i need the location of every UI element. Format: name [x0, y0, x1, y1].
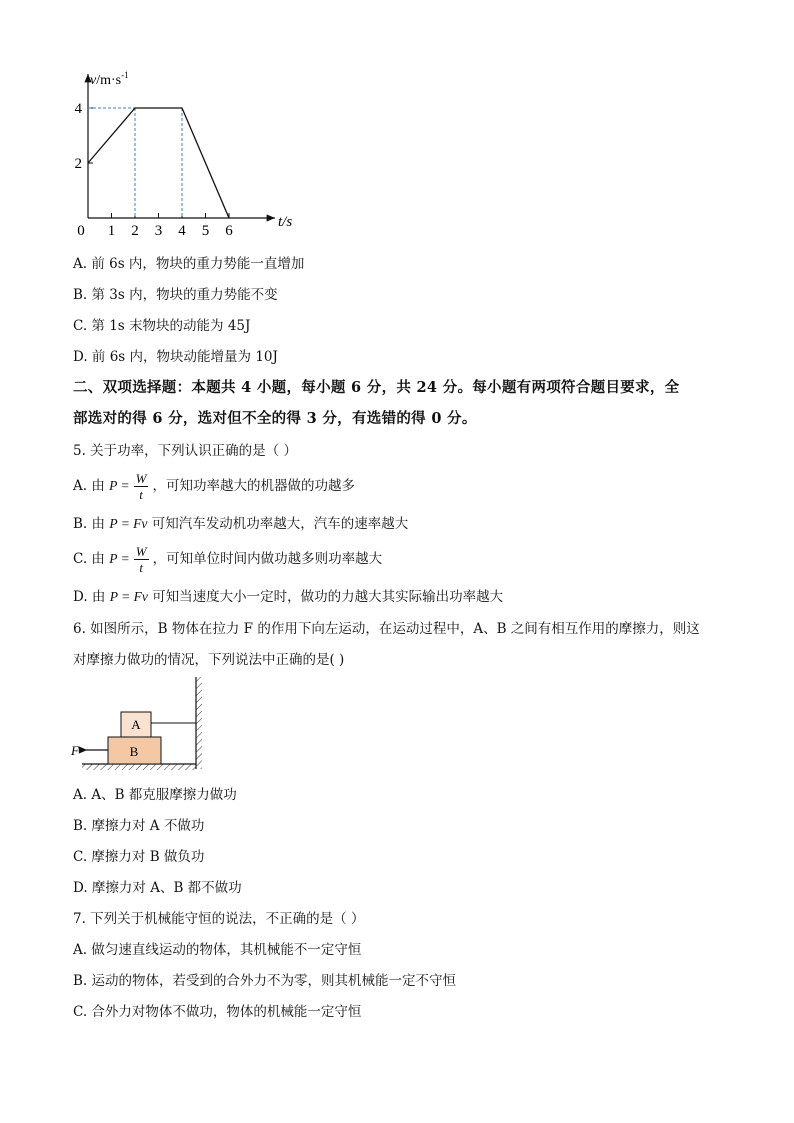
x-tick-label: 6 — [225, 223, 233, 238]
guide-lines — [88, 108, 182, 218]
q5-option-b: B. 由 P = Fv 可知汽车发动机功率越大，汽车的速率越大 — [73, 516, 409, 532]
q5-a-suffix: ，可知功率越大的机器做的功越多 — [152, 478, 355, 494]
x-tick-label: 1 — [107, 223, 116, 238]
x-tick-label: 5 — [201, 223, 210, 238]
q4-option-d: D. 前 6s 内，物块动能增量为 10J — [73, 349, 278, 365]
q6-option-b: B. 摩擦力对 A 不做功 — [73, 818, 205, 834]
velocity-time-graph — [70, 68, 330, 238]
block-diagram — [68, 675, 218, 775]
q5-option-d: D. 由 P = Fv 可知当速度大小一定时，做功的力越大其实际输出功率越大 — [73, 589, 504, 605]
q6-stem-line2: 对摩擦力做功的情况，下列说法中正确的是( ) — [73, 652, 345, 668]
q6-option-a: A. A、B 都克服摩擦力做功 — [73, 787, 237, 803]
q5-a-prefix: A. 由 — [73, 478, 105, 494]
block-a-label: A — [131, 717, 141, 732]
x-tick-label: 3 — [154, 223, 163, 238]
wall-hatch — [196, 677, 202, 769]
q5-c-formula-lhs: P = — [109, 551, 130, 566]
x-tick-label: 4 — [178, 223, 186, 238]
force-label: F — [71, 743, 79, 758]
x-axis-label: t/s — [278, 214, 293, 230]
block-b-label: B — [129, 744, 139, 759]
q5-option-a — [73, 470, 355, 502]
q4-option-b: B. 第 3s 内，物块的重力势能不变 — [73, 287, 278, 303]
q6-stem-line1: 6. 如图所示，B 物体在拉力 F 的作用下向左运动，在运动过程中，A、B 之间有相互作用的摩擦力，则这 — [73, 621, 700, 637]
x-tick-label: 2 — [131, 223, 139, 238]
q7-option-a: A. 做匀速直线运动的物体，其机械能不一定守恒 — [73, 942, 362, 958]
section-heading-line2: 部选对的得 6 分，选对但不全的得 3 分，有选错的得 0 分。 — [73, 410, 477, 427]
q5-b-formula: P = Fv — [109, 516, 148, 531]
q7-option-c: C. 合外力对物体不做功，物体的机械能一定守恒 — [73, 1004, 362, 1020]
y-tick-label: 4 — [74, 101, 82, 117]
q4-option-a: A. 前 6s 内，物块的重力势能一直增加 — [73, 256, 305, 272]
q4-option-c: C. 第 1s 末物块的动能为 45J — [73, 318, 251, 334]
q7-option-b: B. 运动的物体，若受到的合外力不为零，则其机械能一定不守恒 — [73, 973, 457, 989]
x-tick-label: 0 — [77, 223, 85, 238]
y-axis-label: $v/m\cdot s^{-1}$ — [90, 70, 129, 88]
q5-option-c: C. 由 P = $\frac{W}{t}$ ，可知单位时间内做功越多则功率越大 — [73, 544, 383, 575]
q6-option-d: D. 摩擦力对 A、B 都不做功 — [73, 880, 242, 896]
q5-a-fraction: $\frac{W}{t}$ — [135, 471, 147, 502]
q5-a-formula-lhs: P = — [109, 478, 130, 493]
y-tick-label: 2 — [74, 156, 82, 172]
q5-d-formula: P = Fv — [109, 589, 148, 604]
q7-stem: 7. 下列关于机械能守恒的说法，不正确的是（ ） — [73, 911, 365, 927]
q5-stem: 5. 关于功率，下列认识正确的是（ ） — [73, 443, 297, 459]
ground-hatch — [82, 764, 196, 770]
q5-c-fraction: $\frac{W}{t}$ — [135, 544, 147, 575]
section-heading-line1: 二、双项选择题：本题共 4 小题，每小题 6 分，共 24 分。每小题有两项符合题目要求，全 — [73, 379, 680, 396]
velocity-line — [88, 108, 229, 218]
q6-option-c: C. 摩擦力对 B 做负功 — [73, 849, 205, 865]
